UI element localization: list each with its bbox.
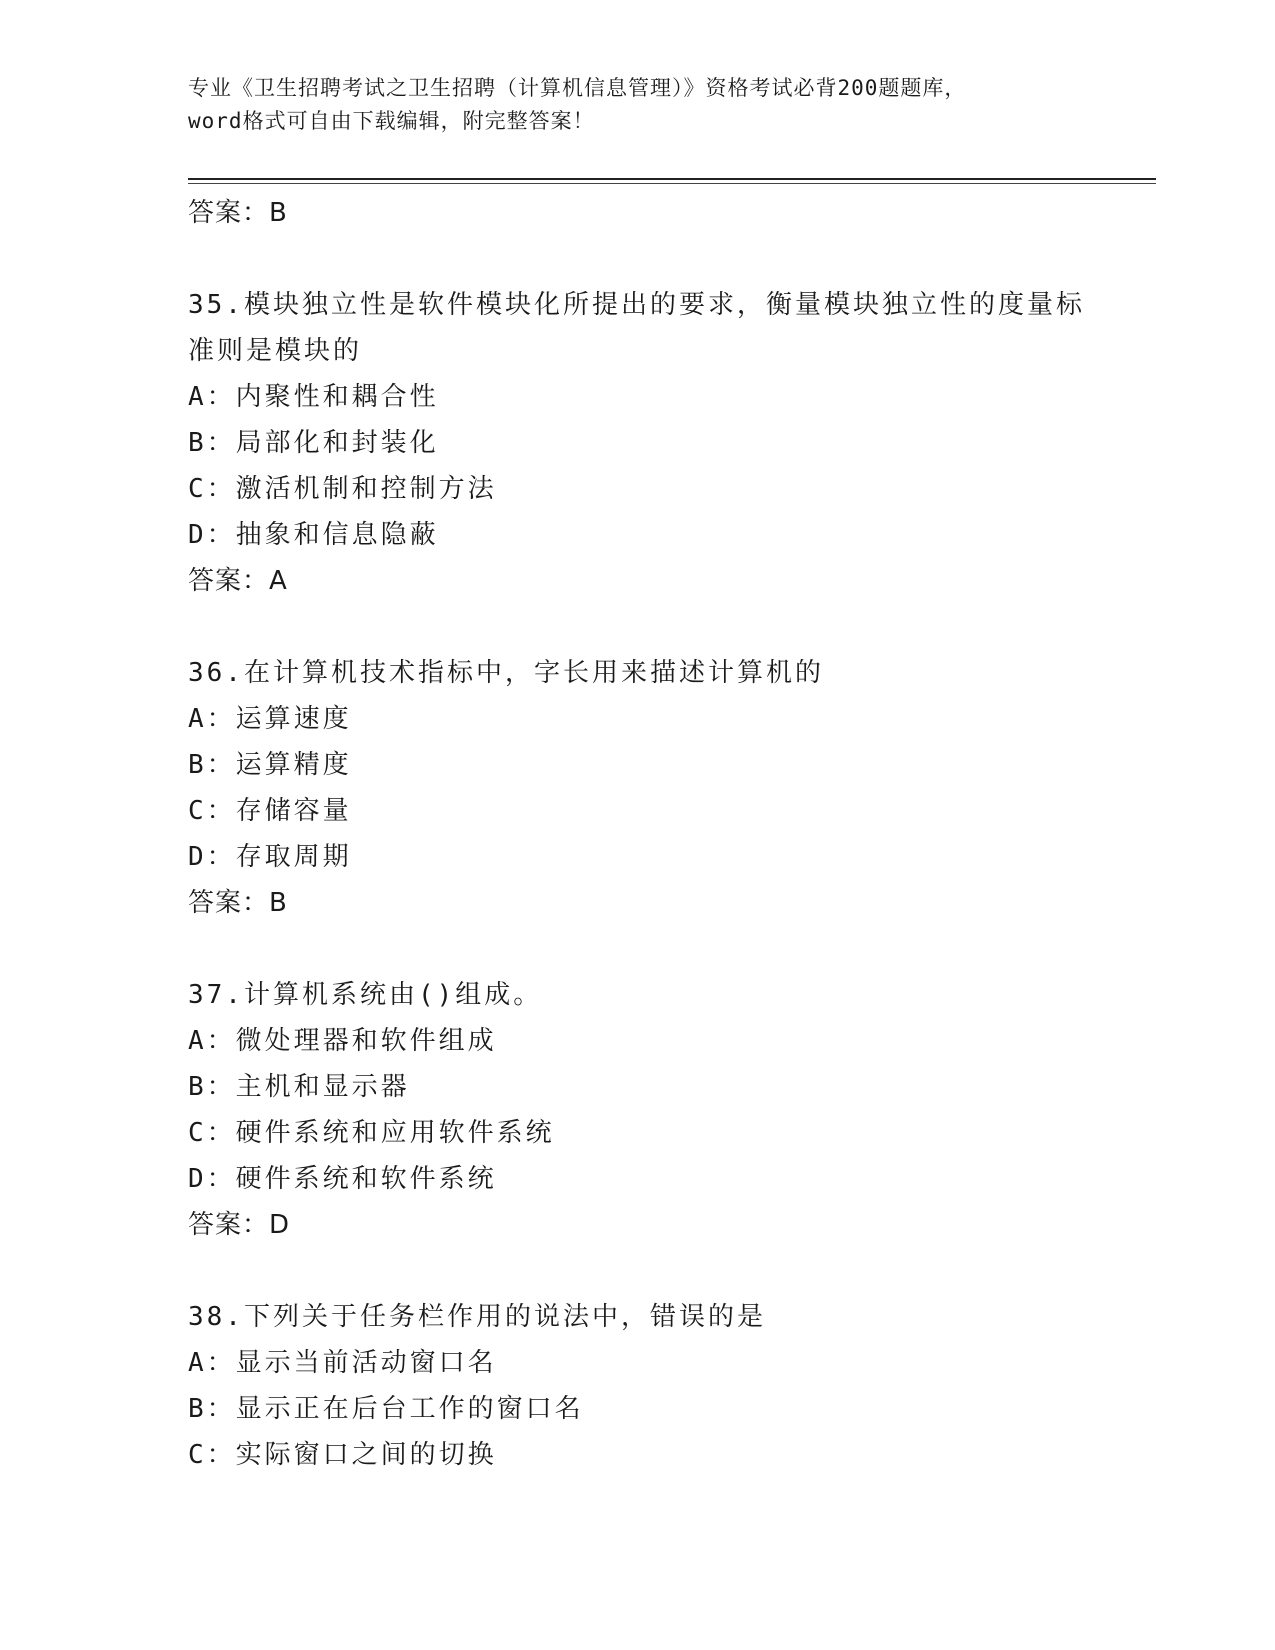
- header-title-line-2: word格式可自由下载编辑，附完整答案！: [188, 109, 595, 133]
- answer-line: 答案：B: [188, 888, 288, 918]
- option-a: A：内聚性和耦合性: [188, 382, 439, 412]
- spacer: [188, 1248, 1156, 1294]
- question-stem: 35.模块独立性是软件模块化所提出的要求，衡量模块独立性的度量标: [188, 290, 1085, 320]
- header-divider-thick: [188, 178, 1156, 180]
- question-stem: 36.在计算机技术指标中，字长用来描述计算机的: [188, 658, 824, 688]
- header-title-line-1: 专业《卫生招聘考试之卫生招聘（计算机信息管理）》资格考试必背200题题库，: [188, 76, 967, 100]
- option-b: B：运算精度: [188, 750, 352, 780]
- question-block: [188, 1294, 1156, 1478]
- question-list: [188, 190, 1156, 1478]
- question-stem: 37.计算机系统由()组成。: [188, 980, 543, 1010]
- option-c: C：存储容量: [188, 796, 352, 826]
- option-d: D：存取周期: [188, 842, 352, 872]
- spacer: [188, 236, 1156, 282]
- option-a: A：微处理器和软件组成: [188, 1026, 497, 1056]
- option-c: C：激活机制和控制方法: [188, 474, 497, 504]
- option-b: B：主机和显示器: [188, 1072, 410, 1102]
- option-b: B：局部化和封装化: [188, 428, 439, 458]
- answer-line: 答案：D: [188, 1210, 291, 1240]
- option-d: D：抽象和信息隐蔽: [188, 520, 439, 550]
- option-a: A：运算速度: [188, 704, 352, 734]
- answer-line: 答案：B: [188, 198, 288, 228]
- option-c: C：实际窗口之间的切换: [188, 1440, 497, 1470]
- question-block: [188, 282, 1156, 604]
- spacer: [188, 604, 1156, 650]
- option-a: A：显示当前活动窗口名: [188, 1348, 497, 1378]
- question-stem: 38.下列关于任务栏作用的说法中，错误的是: [188, 1302, 766, 1332]
- spacer: [188, 926, 1156, 972]
- option-c: C：硬件系统和应用软件系统: [188, 1118, 555, 1148]
- answer-line: 答案：A: [188, 566, 288, 596]
- question-block: [188, 650, 1156, 926]
- option-b: B：显示正在后台工作的窗口名: [188, 1394, 584, 1424]
- question-block: [188, 972, 1156, 1248]
- question-stem-continued: 准则是模块的: [188, 336, 363, 366]
- option-d: D：硬件系统和软件系统: [188, 1164, 497, 1194]
- document-header: [188, 72, 1088, 138]
- header-divider-thin: [188, 183, 1156, 184]
